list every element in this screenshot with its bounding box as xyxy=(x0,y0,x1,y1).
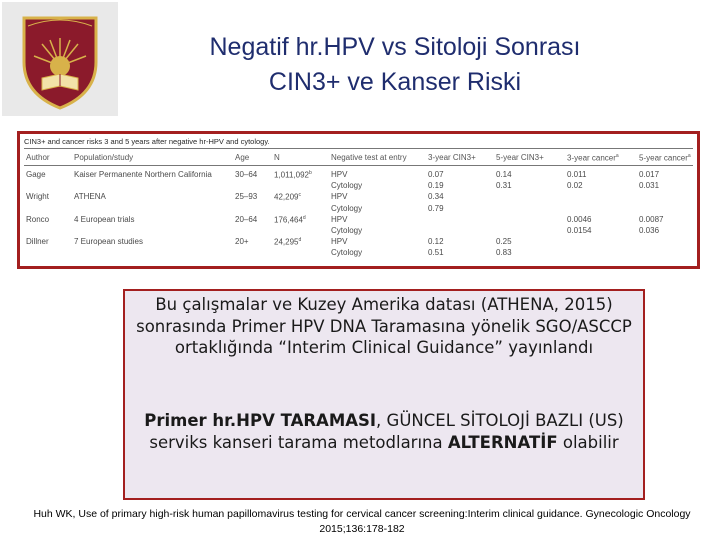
reference-footer xyxy=(12,507,712,537)
table-cell-cancer-5y: 0.036 xyxy=(639,226,660,235)
header-rule xyxy=(24,165,693,166)
slide-title xyxy=(150,30,640,100)
summary-paragraph-1: Bu çalışmalar ve Kuzey Amerika datası (ATHENA, 2015) sonrasında Primer HPV DNA Taramasına yönelik SGO/ASCCP ortaklığında “Interim Clinical Guidance” yayınlandı xyxy=(136,295,632,357)
table-cell-n: 176,464$^d$ xyxy=(274,214,306,225)
table-cell-cin3-3y: 0.12 xyxy=(428,237,444,247)
table-cell-age: 20–64 xyxy=(235,214,258,224)
title-line-1: Negatif hr.HPV vs Sitoloji Sonrası xyxy=(209,33,581,61)
title-line-2: CIN3+ ve Kanser Riski xyxy=(268,68,522,96)
table-cell-cancer-3y: 0.0046 xyxy=(567,214,592,224)
table-header-cancer-3y: 3-year cancer$^a$ xyxy=(567,153,619,163)
table-header-cancer-5y: 5-year cancer$^a$ xyxy=(639,153,691,163)
table-cell-cin3-3y: 0.51 xyxy=(428,248,444,258)
paragraph-2-text-a: , GÜNCEL SİTOLOJİ BAZLI (US) serviks kanseri tarama metodlarına xyxy=(149,411,624,452)
table-cell-population: Kaiser Permanente Northern California xyxy=(74,170,212,179)
table-cell-cin3-3y: 0.19 xyxy=(428,181,444,191)
table-cell-cancer-3y: 0.02 xyxy=(567,181,583,191)
table-cell-author: Wright xyxy=(26,192,49,202)
table-cell-n: 24,295$^d$ xyxy=(274,237,302,247)
acibadem-logo xyxy=(2,2,118,116)
reference-line-2: 2015;136:178-182 xyxy=(319,523,405,535)
table-header-cin3-3y: 3-year CIN3+ xyxy=(428,153,476,162)
table-cell-cin3-3y: 0.34 xyxy=(428,192,444,202)
table-cell-population: 4 European trials xyxy=(74,214,135,224)
study-table-image xyxy=(17,131,700,269)
table-cell-test: HPV xyxy=(331,237,348,247)
table-cell-test: Cytology xyxy=(331,181,363,191)
table-cell-cancer-5y: 0.0087 xyxy=(639,214,664,224)
reference-line-1: Huh WK, Use of primary high-risk human papillomavirus testing for cervical cancer screening:Interim clinical guidance. Gynecologic Oncology xyxy=(33,508,691,520)
table-cell-age: 20+ xyxy=(235,237,249,247)
table-cell-n: 1,011,092$^b$ xyxy=(274,170,312,180)
table-cell-population: 7 European studies xyxy=(74,237,143,247)
summary-paragraph-2 xyxy=(129,410,639,453)
table-header-test: Negative test at entry xyxy=(331,153,407,162)
table-cell-age: 25–93 xyxy=(235,192,258,202)
table-cell-author: Gage xyxy=(26,170,46,179)
table-header-author: Author xyxy=(26,153,50,162)
table-cell-cin3-3y: 0.07 xyxy=(428,170,444,179)
table-header-population: Population/study xyxy=(74,153,134,162)
table-cell-age: 30–64 xyxy=(235,170,258,179)
table-cell-cancer-5y: 0.031 xyxy=(639,181,660,191)
table-cell-cancer-5y: 0.017 xyxy=(639,170,660,179)
table-cell-cin3-5y: 0.31 xyxy=(496,181,512,191)
paragraph-2-text-b: olabilir xyxy=(557,432,619,452)
table-cell-cin3-5y: 0.83 xyxy=(496,248,512,258)
table-header-cin3-5y: 5-year CIN3+ xyxy=(496,153,544,162)
table-cell-cin3-5y: 0.25 xyxy=(496,237,512,247)
table-header-age: Age xyxy=(235,153,250,162)
primary-hpv-screening-emphasis: Primer hr.HPV TARAMASI xyxy=(144,411,377,430)
table-cell-author: Dillner xyxy=(26,237,49,247)
table-cell-test: Cytology xyxy=(331,203,363,213)
table-cell-cin3-3y: 0.79 xyxy=(428,203,444,213)
caption-rule xyxy=(24,148,693,149)
alternative-emphasis: ALTERNATİF xyxy=(447,432,558,452)
table-cell-test: HPV xyxy=(331,170,348,179)
summary-box xyxy=(123,289,645,500)
table-cell-test: Cytology xyxy=(331,248,363,258)
table-cell-test: HPV xyxy=(331,192,348,202)
table-cell-cin3-5y: 0.14 xyxy=(496,170,512,179)
table-header-n: N xyxy=(274,153,280,162)
table-caption: CIN3+ and cancer risks 3 and 5 years after negative hr-HPV and cytology. xyxy=(24,137,270,146)
table-cell-population: ATHENA xyxy=(74,192,106,202)
acibadem-emblem-icon xyxy=(2,2,118,116)
table-cell-author: Ronco xyxy=(26,214,50,224)
table-cell-test: Cytology xyxy=(331,226,363,235)
table-cell-cancer-3y: 0.0154 xyxy=(567,226,592,235)
table-cell-n: 42,209$^c$ xyxy=(274,192,301,203)
table-cell-test: HPV xyxy=(331,214,348,224)
table-cell-cancer-3y: 0.011 xyxy=(567,170,587,179)
